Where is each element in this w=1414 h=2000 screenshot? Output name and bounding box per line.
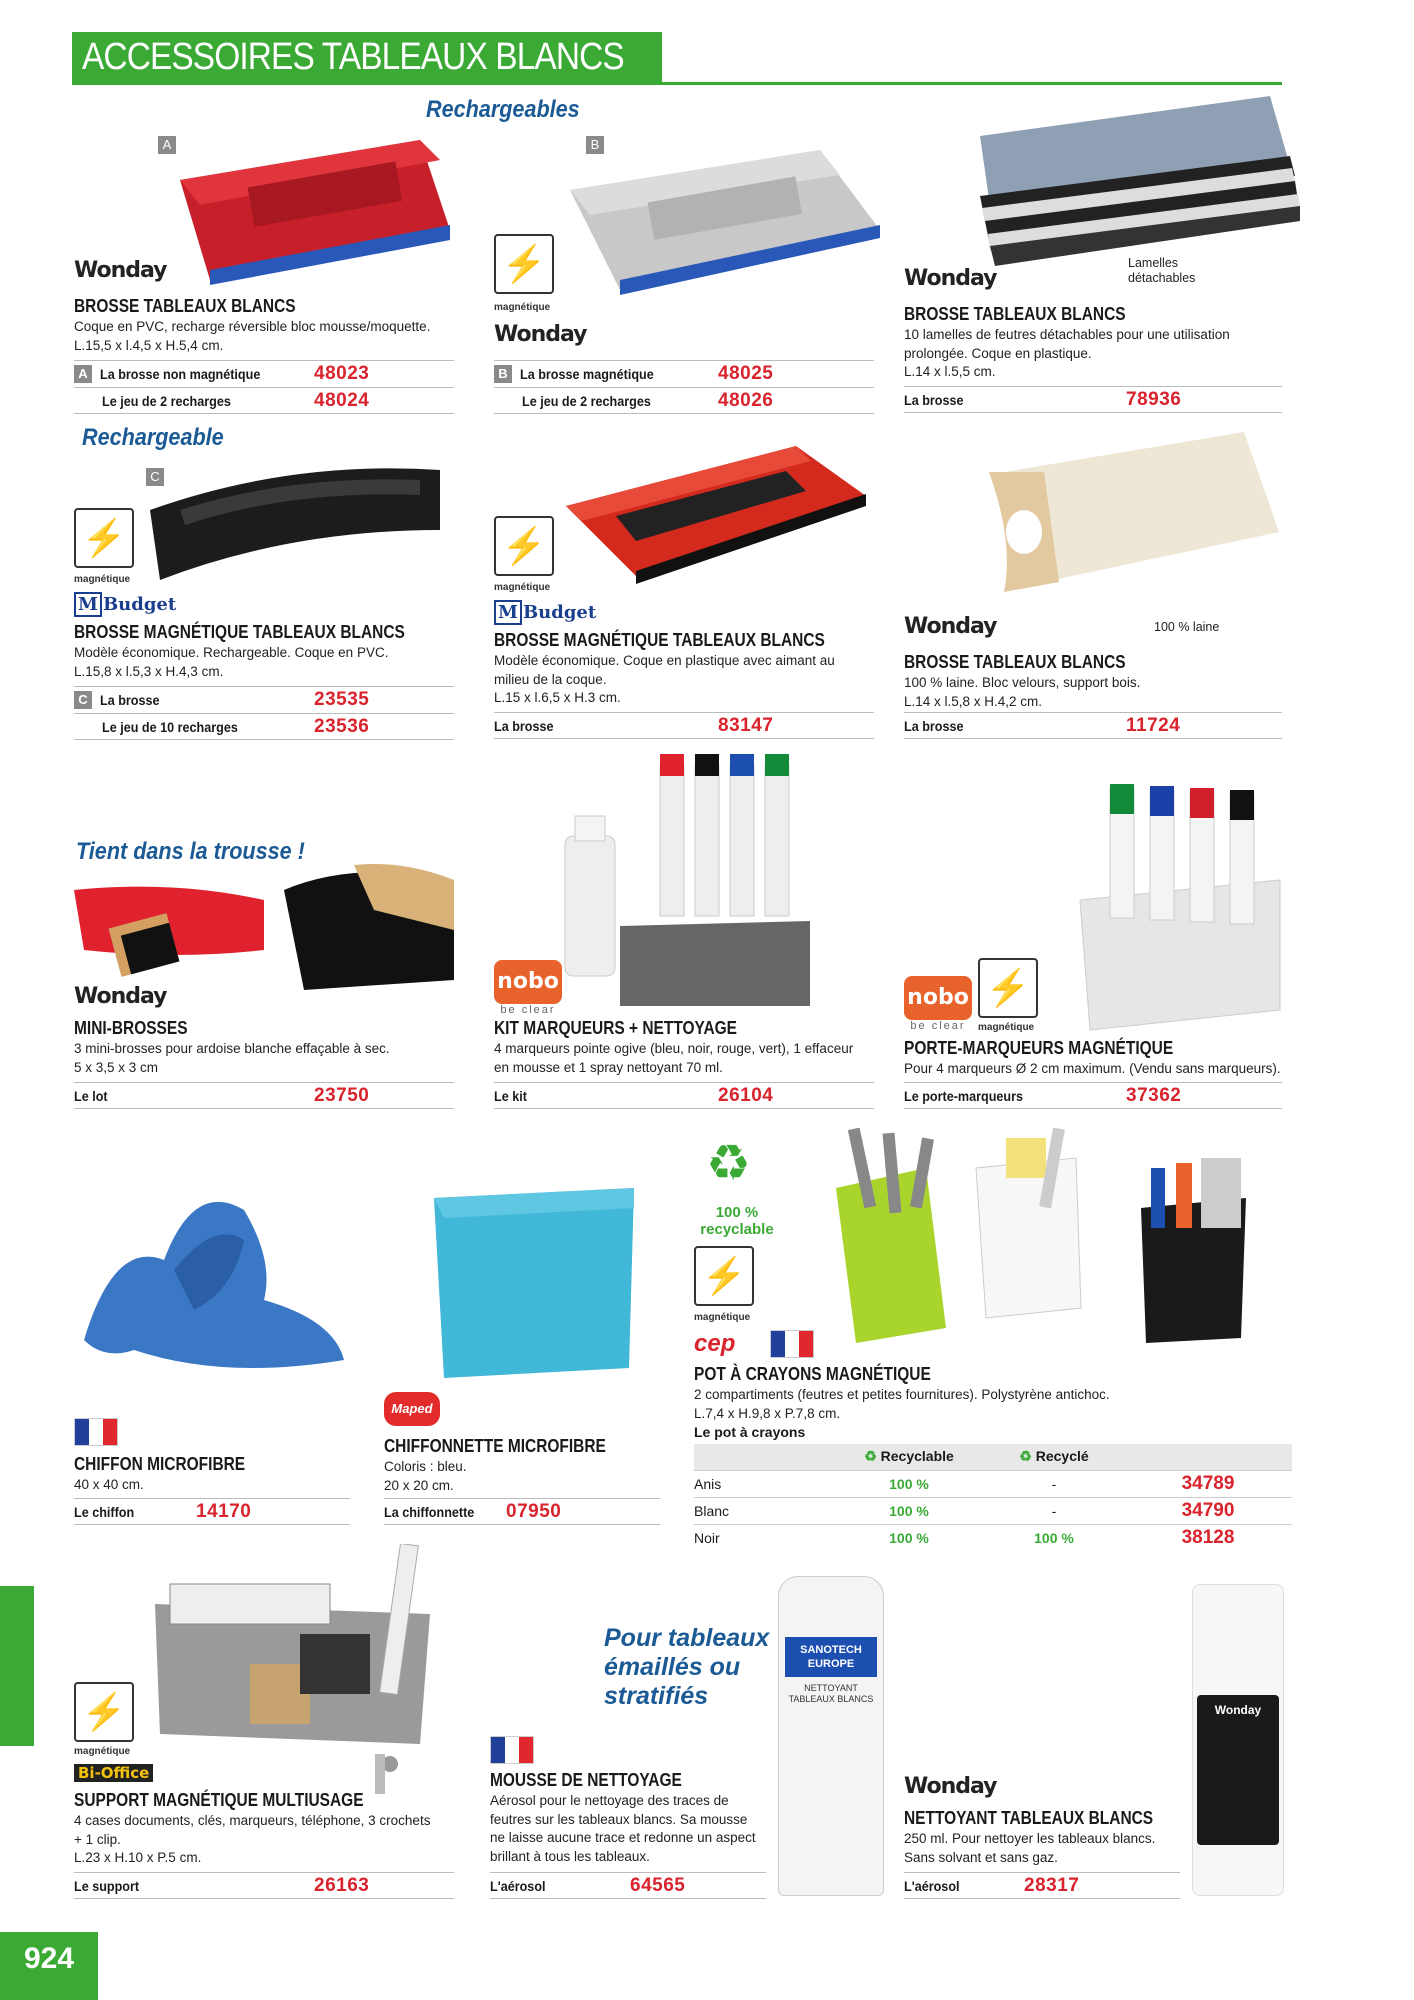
product-title: CHIFFON MICROFIBRE xyxy=(74,1454,246,1474)
row-label: Le jeu de 2 recharges xyxy=(102,392,231,409)
brand-wonday-logo: Wonday xyxy=(904,266,997,291)
row-ref: 26104 xyxy=(718,1084,774,1106)
product-title: CHIFFONNETTE MICROFIBRE xyxy=(384,1436,606,1456)
pencil-pots-image xyxy=(836,1128,1286,1348)
ref-row xyxy=(74,686,454,713)
france-flag-icon xyxy=(490,1736,534,1764)
tagline-emailles: Pour tableaux émaillés ou stratifiés xyxy=(604,1624,770,1710)
marker-holder-image xyxy=(1070,780,1290,1040)
row-ref: 37362 xyxy=(1126,1084,1182,1106)
product-desc: 3 mini-brosses pour ardoise blanche effaçable à sec. 5 x 3,5 x 3 cm xyxy=(74,1041,390,1075)
france-flag-icon xyxy=(770,1330,814,1358)
brand-maped-logo: Maped xyxy=(384,1392,440,1426)
table-row: Anis 100 % - 34789 xyxy=(694,1470,1292,1497)
ref-row xyxy=(904,1082,1282,1109)
ref-row xyxy=(494,360,874,387)
ref-table xyxy=(904,712,1282,739)
brand-wonday-logo: Wonday xyxy=(904,1774,997,1799)
ref-table xyxy=(74,1082,454,1109)
product-title: NETTOYANT TABLEAUX BLANCS xyxy=(904,1808,1154,1828)
magnet-icon: ⚡ xyxy=(978,958,1038,1018)
product-desc: Aérosol pour le nettoyage des traces de feutres sur les tableaux blancs. Sa mousse ne laisse aucune trace et redonne un aspect brillant à tous les tableaux. xyxy=(490,1793,756,1864)
product-desc: 2 compartiments (feutres et petites fournitures). Polystyrène antichoc. L.7,4 x H.9,8 x P.7,8 cm. xyxy=(694,1387,1110,1421)
row-ref: 07950 xyxy=(506,1500,562,1522)
magnetique-label: magnétique xyxy=(694,1312,751,1323)
product-title: BROSSE TABLEAUX BLANCS xyxy=(904,304,1126,324)
product-desc: 250 ml. Pour nettoyer les tableaux blancs. Sans solvant et sans gaz. xyxy=(904,1831,1156,1865)
ref-row xyxy=(384,1498,660,1525)
tagline-trousse: Tient dans la trousse ! xyxy=(76,838,305,865)
table-row: Noir 100 % 100 % 38128 xyxy=(694,1524,1292,1551)
tagline-rechargeables: Rechargeables xyxy=(426,96,580,123)
ref-row xyxy=(904,712,1282,739)
brand-nobo-tagline: be clear xyxy=(910,1020,966,1032)
magnet-icon: ⚡ xyxy=(74,508,134,568)
row-label: La brosse non magnétique xyxy=(100,366,261,382)
row-label: Le chiffon xyxy=(74,1503,135,1520)
letter-tag-b: B xyxy=(586,136,604,154)
ref-row xyxy=(904,1872,1180,1899)
row-label: Le jeu de 10 recharges xyxy=(102,718,238,735)
header-rule xyxy=(72,82,1282,85)
product-desc xyxy=(74,318,454,355)
row-ref: 23536 xyxy=(314,715,370,737)
variant-table xyxy=(694,1444,1292,1551)
magnet-icon: ⚡ xyxy=(74,1682,134,1742)
ref-table xyxy=(74,1498,350,1525)
row-ref: 11724 xyxy=(1126,714,1181,736)
ref-table xyxy=(74,686,454,740)
ref-row xyxy=(494,387,874,414)
ref-table xyxy=(384,1498,660,1525)
budget-red-brush-image xyxy=(556,436,876,586)
ref-table xyxy=(494,360,874,414)
product-desc: 40 x 40 cm. xyxy=(74,1477,144,1492)
product-desc: 4 marqueurs pointe ogive (bleu, noir, rouge, vert), 1 effaceur en mousse et 1 spray nettoyant 70 ml. xyxy=(494,1041,854,1075)
row-ref: 78936 xyxy=(1126,388,1182,410)
row-ref: 83147 xyxy=(718,714,774,736)
desc-line: L.15,5 x l.4,5 x H.5,4 cm. xyxy=(74,337,224,353)
brand-bioffice-logo: Bi-Office xyxy=(74,1764,153,1782)
ref-row xyxy=(74,1872,454,1899)
letter-tag-b: B xyxy=(494,365,512,383)
brush-a-image xyxy=(140,100,460,290)
col-recycle: ♻ Recyclé xyxy=(984,1444,1124,1470)
budget-black-brush-image xyxy=(140,450,450,590)
letter-tag-c: C xyxy=(74,691,92,709)
row-ref: 23535 xyxy=(314,689,370,710)
row-label: L'aérosol xyxy=(904,1877,960,1894)
mini-brushes-image xyxy=(74,860,454,1000)
product-desc: Coloris : bleu. 20 x 20 cm. xyxy=(384,1459,467,1493)
ref-row xyxy=(904,386,1282,413)
row-ref: 48023 xyxy=(314,363,370,384)
product-title: MINI-BROSSES xyxy=(74,1018,188,1038)
product-desc: Modèle économique. Coque en plastique avec aimant au milieu de la coque. L.15 x l.6,5 x H.3 cm. xyxy=(494,653,835,705)
cleaner-bottle-image: Wonday xyxy=(1192,1584,1284,1896)
product-title: BROSSE MAGNÉTIQUE TABLEAUX BLANCS xyxy=(494,630,825,650)
ref-table xyxy=(490,1872,766,1899)
row-label: Le kit xyxy=(494,1087,527,1104)
row-ref: 48024 xyxy=(314,389,370,411)
product-title: BROSSE TABLEAUX BLANCS xyxy=(904,652,1126,672)
ref-table xyxy=(904,386,1282,413)
ref-table xyxy=(74,360,454,414)
aerosol-can-image: SANOTECH EUROPE NETTOYANT TABLEAUX BLANCS xyxy=(778,1576,884,1896)
magnetique-label: magnétique xyxy=(978,1022,1035,1033)
recycle-icon: ♻ xyxy=(706,1135,751,1191)
cleaning-cloth-image xyxy=(424,1188,644,1378)
brand-budget-logo: M Budget xyxy=(494,600,596,625)
ref-row xyxy=(74,360,454,387)
col-recyclable: ♻ Recyclable xyxy=(834,1444,984,1470)
ref-table xyxy=(494,1082,874,1109)
row-label: Le jeu de 2 recharges xyxy=(522,392,651,409)
ref-row xyxy=(74,1082,454,1109)
desc-line: Coque en PVC, recharge réversible bloc mousse/moquette. xyxy=(74,319,431,334)
recyclable-badge: 100 % recyclable xyxy=(700,1204,774,1238)
brand-wonday-logo: Wonday xyxy=(494,322,587,347)
magnetique-label: magnétique xyxy=(74,1746,131,1757)
row-ref: 28317 xyxy=(1024,1874,1080,1896)
row-ref: 64565 xyxy=(630,1874,686,1896)
row-label: L'aérosol xyxy=(490,1877,546,1894)
table-subtitle: Le pot à crayons xyxy=(694,1424,806,1440)
section-side-tab xyxy=(0,1586,34,1746)
product-desc: Modèle économique. Rechargeable. Coque en PVC. L.15,8 x l.5,3 x H.4,3 cm. xyxy=(74,645,389,679)
product-title: SUPPORT MAGNÉTIQUE MULTIUSAGE xyxy=(74,1790,364,1810)
product-desc: Pour 4 marqueurs Ø 2 cm maximum. (Vendu sans marqueurs). xyxy=(904,1061,1281,1076)
brand-wonday-logo: Wonday xyxy=(74,984,167,1009)
ref-row xyxy=(490,1872,766,1899)
annotation-note: Lamelles détachables xyxy=(1128,256,1196,285)
row-label: La chiffonnette xyxy=(384,1503,475,1520)
brand-nobo-tagline: be clear xyxy=(500,1004,556,1016)
ref-row xyxy=(74,387,454,414)
brand-wonday-logo: Wonday xyxy=(904,614,997,639)
page-title: ACCESSOIRES TABLEAUX BLANCS xyxy=(82,36,624,78)
ref-row xyxy=(494,1082,874,1109)
product-title: POT À CRAYONS MAGNÉTIQUE xyxy=(694,1364,931,1384)
row-label: La brosse xyxy=(494,717,554,734)
letter-tag-a: A xyxy=(158,136,176,154)
wool-brush-image xyxy=(984,432,1284,612)
brand-cep-logo: cep xyxy=(694,1330,736,1357)
ref-table xyxy=(494,712,874,739)
product-desc: 4 cases documents, clés, marqueurs, téléphone, 3 crochets + 1 clip. L.23 x H.10 x P.5 cm. xyxy=(74,1813,431,1865)
annotation-note: 100 % laine xyxy=(1154,620,1220,634)
magnet-icon: ⚡ xyxy=(694,1246,754,1306)
row-label: Le porte-marqueurs xyxy=(904,1087,1024,1104)
magnet-icon: ⚡ xyxy=(494,516,554,576)
marker-kit-image xyxy=(560,746,820,1006)
product-title: KIT MARQUEURS + NETTOYAGE xyxy=(494,1018,737,1038)
ref-table xyxy=(904,1872,1180,1899)
brush-b-image xyxy=(560,120,890,300)
product-desc: 10 lamelles de feutres détachables pour une utilisation prolongée. Coque en plastique. L.14 x l.5,5 cm. xyxy=(904,327,1230,379)
brand-wonday-logo: Wonday xyxy=(74,258,167,283)
row-ref: 26163 xyxy=(314,1874,370,1896)
row-label: La brosse magnétique xyxy=(520,366,654,382)
tagline-rechargeable: Rechargeable xyxy=(82,424,224,451)
france-flag-icon xyxy=(74,1418,118,1446)
ref-row xyxy=(74,1498,350,1525)
row-ref: 14170 xyxy=(196,1500,252,1522)
product-desc: 100 % laine. Bloc velours, support bois. L.14 x l.5,8 x H.4,2 cm. xyxy=(904,675,1141,709)
page-number: 924 xyxy=(24,1942,75,1975)
ref-table xyxy=(74,1872,454,1899)
row-ref: 48026 xyxy=(718,389,774,411)
row-label: La brosse xyxy=(904,391,964,408)
row-ref: 48025 xyxy=(718,363,774,384)
product-title: PORTE-MARQUEURS MAGNÉTIQUE xyxy=(904,1038,1174,1058)
row-label: Le lot xyxy=(74,1087,108,1104)
brand-nobo-logo: nobo xyxy=(494,960,562,1004)
table-row: Blanc 100 % - 34790 xyxy=(694,1497,1292,1524)
letter-tag-a: A xyxy=(74,365,92,383)
brand-nobo-logo: nobo xyxy=(904,976,972,1020)
product-title: BROSSE MAGNÉTIQUE TABLEAUX BLANCS xyxy=(74,622,405,642)
lamelle-brush-image xyxy=(970,96,1300,276)
magnetique-label: magnétique xyxy=(494,302,551,313)
row-label: La brosse xyxy=(904,717,964,734)
ref-row xyxy=(494,712,874,739)
product-title: MOUSSE DE NETTOYAGE xyxy=(490,1770,682,1790)
brand-budget-logo: M Budget xyxy=(74,592,176,617)
microfiber-cloth-image xyxy=(74,1180,354,1380)
letter-tag-c: C xyxy=(146,468,164,486)
row-label: La brosse xyxy=(100,692,160,708)
multi-support-image xyxy=(150,1544,440,1804)
magnetique-label: magnétique xyxy=(494,582,551,593)
magnetique-label: magnétique xyxy=(74,574,131,585)
magnet-icon: ⚡ xyxy=(494,234,554,294)
row-ref: 23750 xyxy=(314,1084,370,1106)
product-title: BROSSE TABLEAUX BLANCS xyxy=(74,296,296,316)
ref-table xyxy=(904,1082,1282,1109)
ref-row xyxy=(74,713,454,740)
row-label: Le support xyxy=(74,1877,140,1894)
